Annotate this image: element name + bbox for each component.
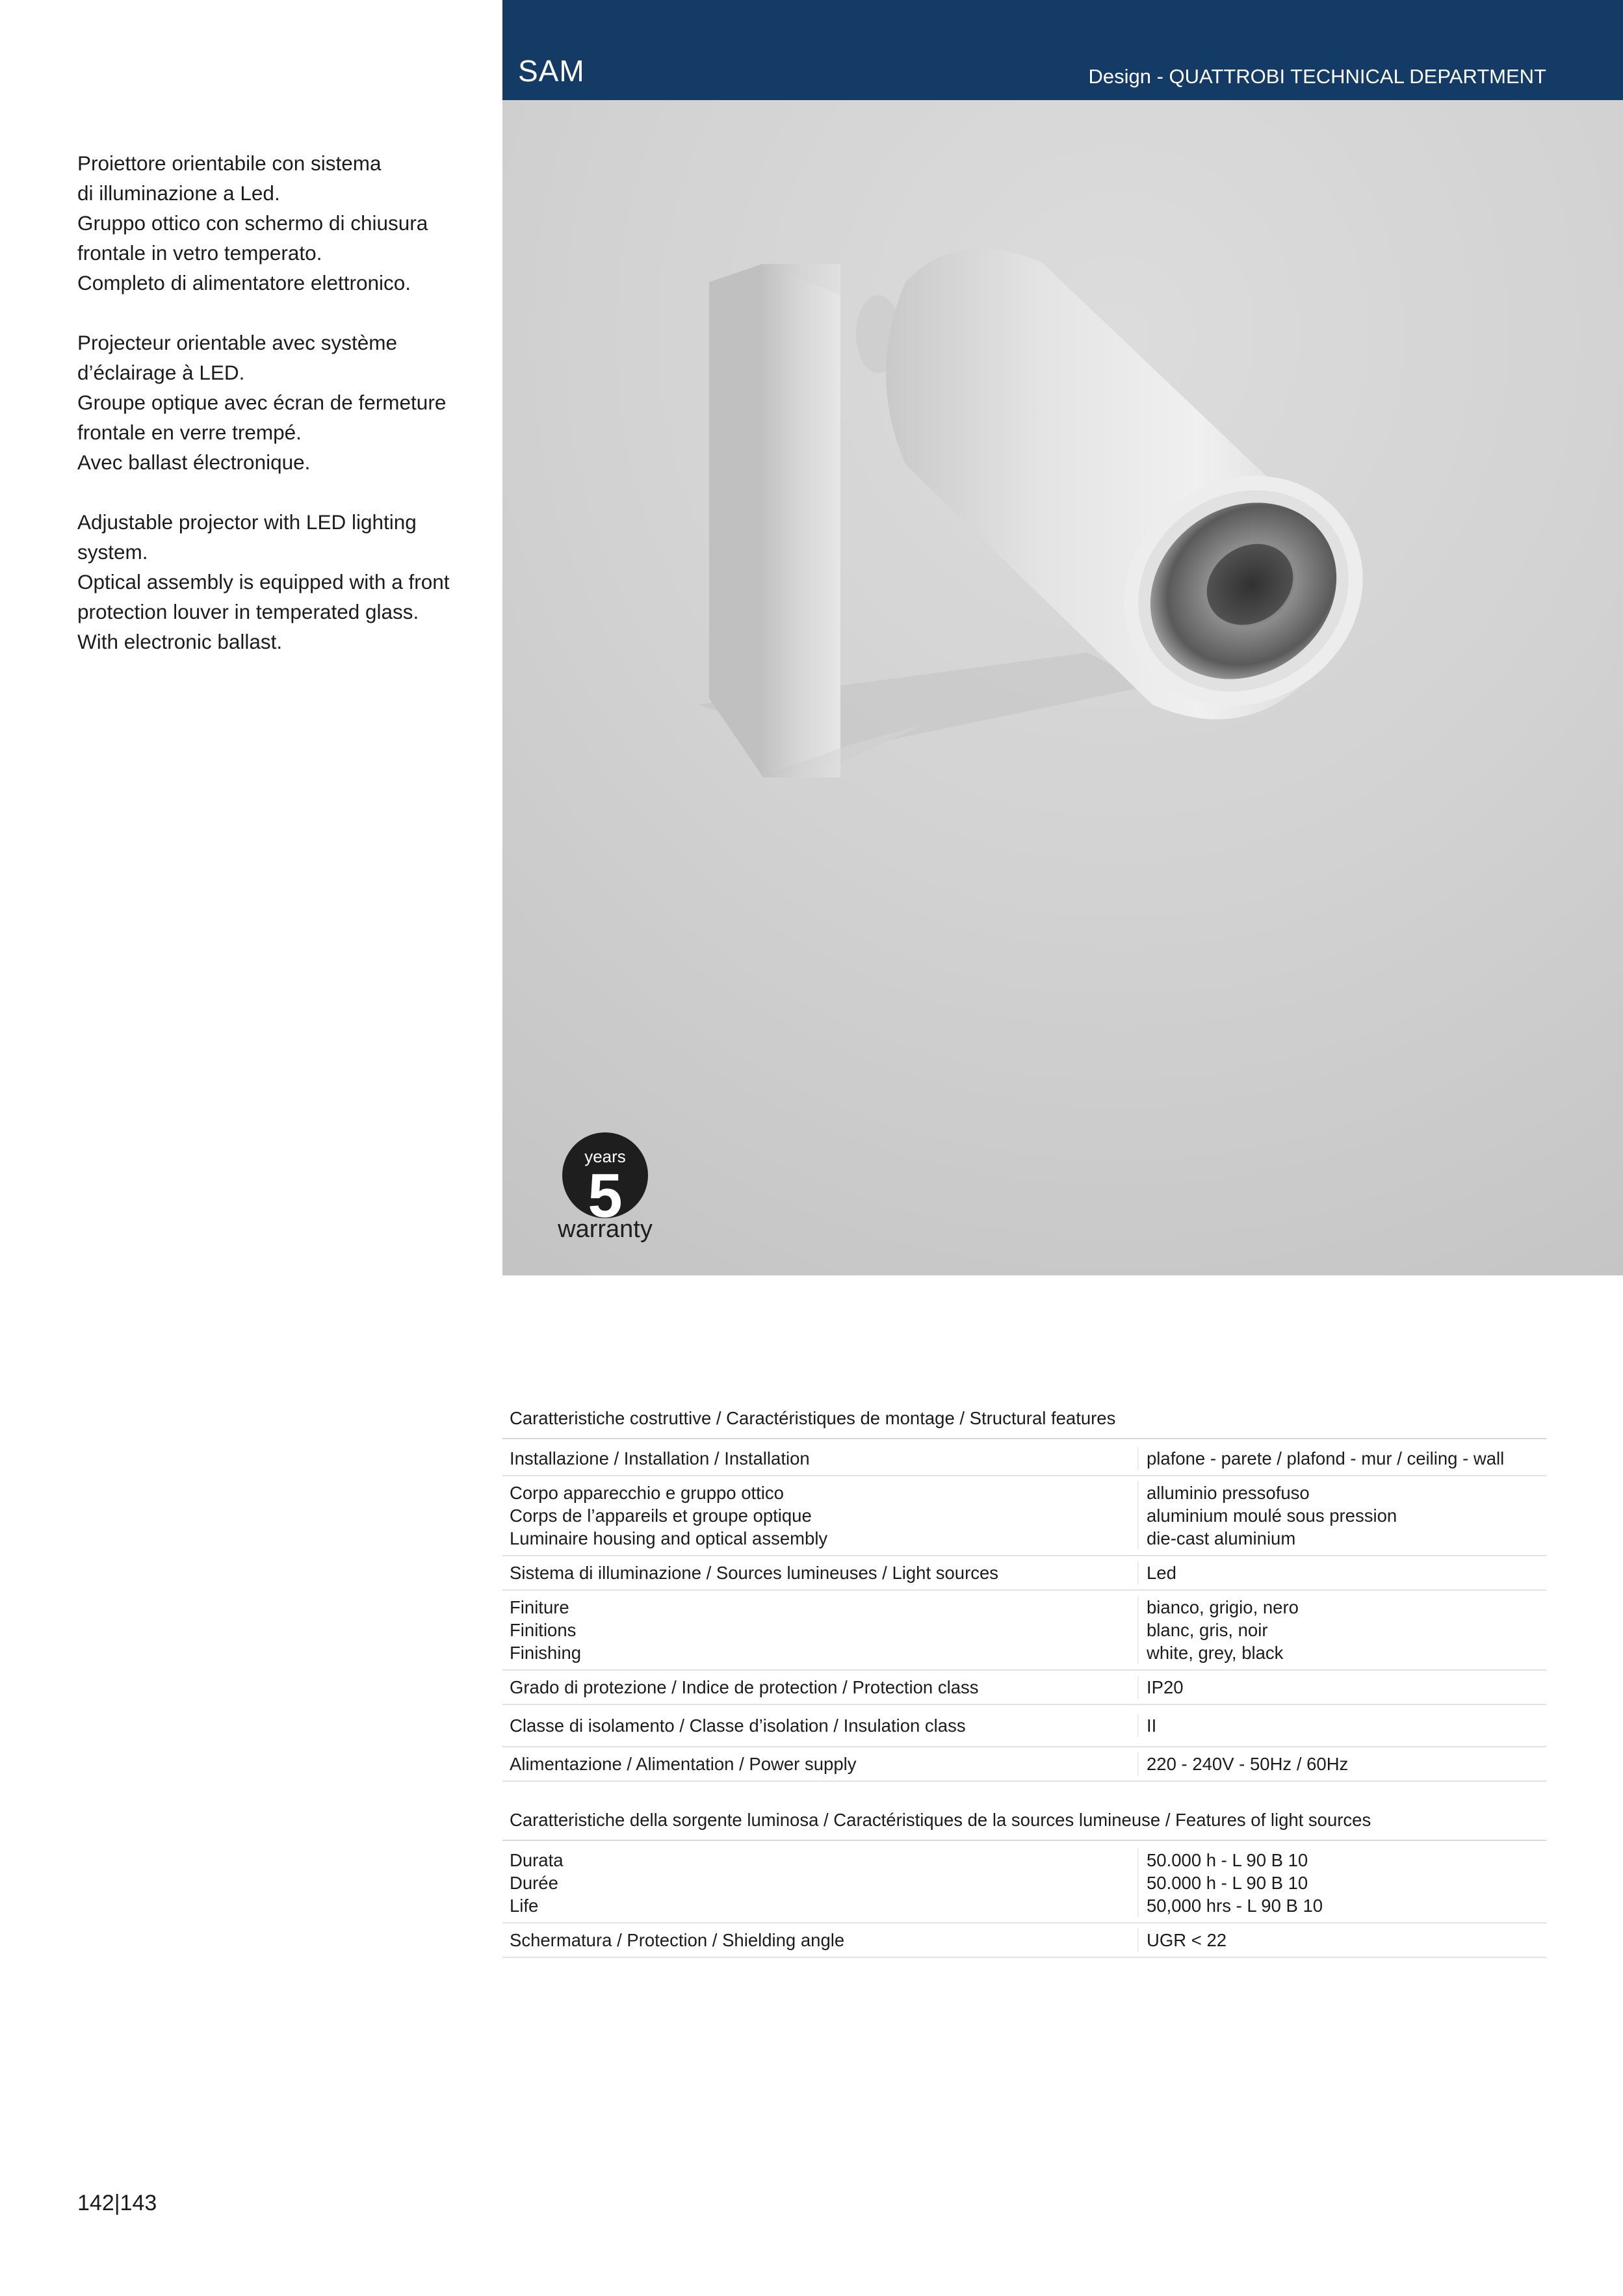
product-photo: [502, 100, 1623, 1275]
description-italian-text: Proiettore orientabile con sistema di illuminazione a Led. Gruppo ottico con schermo di chiusura frontale in vetro temperato. Completo di alimentatore elettronico.: [77, 151, 428, 294]
row-label: Installazione / Installation / Installation: [510, 1448, 810, 1468]
designer-credit: Design - QUATTROBI TECHNICAL DEPARTMENT: [1088, 65, 1546, 88]
description-italian: [77, 148, 480, 298]
row-value: Led: [1137, 1561, 1546, 1584]
row-value: II: [1137, 1714, 1546, 1737]
row-value: UGR < 22: [1137, 1929, 1546, 1951]
row-label: Classe di isolamento / Classe d’isolation / Insulation class: [510, 1715, 966, 1736]
row-value: plafone - parete / plafond - mur / ceiling - wall: [1137, 1447, 1546, 1470]
row-label: Finiture Finitions Finishing: [510, 1597, 582, 1663]
table-row: [502, 1705, 1546, 1747]
product-name: SAM: [518, 54, 585, 88]
structural-features-title: Caratteristiche costruttive / Caractéristiques de montage / Structural features: [502, 1399, 1546, 1439]
light-source-table: [502, 1801, 1546, 1958]
description-english: [77, 507, 480, 657]
row-label: Sistema di illuminazione / Sources lumineuses / Light sources: [510, 1563, 999, 1583]
row-value: IP20: [1137, 1676, 1546, 1699]
table-row: [502, 1442, 1546, 1476]
page-numbers: 142|143: [77, 2191, 157, 2215]
warranty-badge: [549, 1132, 663, 1249]
structural-features-table: [502, 1399, 1546, 1782]
warranty-number: 5: [588, 1161, 623, 1231]
table-row: [502, 1844, 1546, 1924]
row-value: 220 - 240V - 50Hz / 60Hz: [1137, 1753, 1546, 1775]
row-value: bianco, grigio, nero blanc, gris, noir white, grey, black: [1137, 1596, 1546, 1664]
table-row: [502, 1476, 1546, 1556]
light-source-title: Caratteristiche della sorgente luminosa / Caractéristiques de la sources lumineuse / Features of light sources: [502, 1801, 1546, 1841]
row-label: Durata Durée Life: [510, 1850, 564, 1916]
table-row: [502, 1591, 1546, 1671]
table-row: [502, 1747, 1546, 1782]
description-english-text: Adjustable projector with LED lighting system. Optical assembly is equipped with a front protection louver in temperated glass. With electronic ballast.: [77, 510, 450, 653]
row-label: Schermatura / Protection / Shielding angle: [510, 1930, 845, 1950]
warranty-word: warranty: [558, 1216, 653, 1243]
row-label: Grado di protezione / Indice de protection / Protection class: [510, 1677, 979, 1697]
header-bar: [502, 0, 1623, 100]
row-label: Corpo apparecchio e gruppo ottico Corps de l’appareils et groupe optique Luminaire housing and optical assembly: [510, 1483, 828, 1548]
row-label: Alimentazione / Alimentation / Power supply: [510, 1754, 857, 1774]
row-value: 50.000 h - L 90 B 10 50.000 h - L 90 B 10 50,000 hrs - L 90 B 10: [1137, 1849, 1546, 1917]
table-row: [502, 1556, 1546, 1591]
description-french: [77, 328, 480, 477]
row-value: alluminio pressofuso aluminium moulé sous pression die-cast aluminium: [1137, 1481, 1546, 1550]
table-row: [502, 1924, 1546, 1958]
table-row: [502, 1671, 1546, 1705]
description-french-text: Projecteur orientable avec système d’éclairage à LED. Groupe optique avec écran de fermeture frontale en verre trempé. Avec ballast électronique.: [77, 331, 447, 474]
warranty-years-label: years: [584, 1147, 626, 1166]
